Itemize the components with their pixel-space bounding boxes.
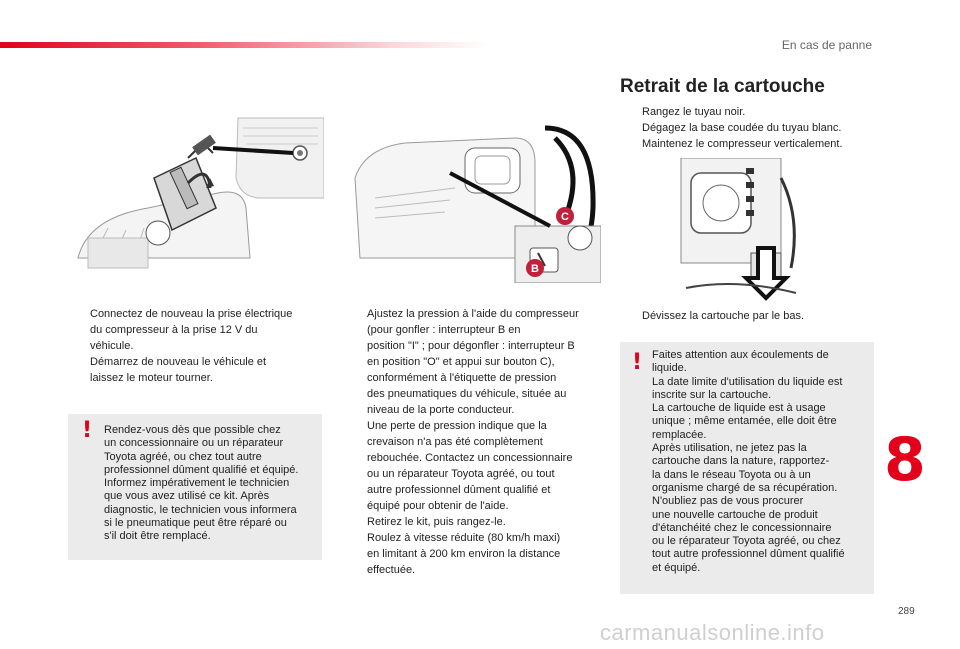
illustration-compressor-switches (345, 108, 601, 283)
list-item (345, 514, 610, 530)
list-item (68, 354, 328, 386)
step-text: Ajustez la pression à l'aide du compresseur (pour gonfler : interrupteur B en position "I" ; pour dégonfler : interrupteur B en position "O" et appui sur bouton C), conformément à l'étiquette de pression des pneumatiques du véhicule, située au niveau de la porte conducteur. Une perte de pression indique que la crevaison n'a pas été complètement rebouchée. Contactez un concessionnaire ou un réparateur Toyota agréé, ou tout autre professionnel dûment qualifié et équipé pour obtenir de l'aide. (367, 308, 579, 512)
left-warning-text: Rendez-vous dès que possible chez un concessionnaire ou un réparateur Toyota agréé, ou chez tout autre professionnel dûment qualifié et équipé. Informez impérativement le technicien que vous avez utilisé ce kit. Après diagnostic, le technicien vous informera si le pneumatique peut être réparé ou s'il doit être remplacé. (104, 424, 299, 543)
list-item (620, 120, 880, 136)
step-text: Démarrez de nouveau le véhicule et laissez le moteur tourner. (90, 356, 267, 384)
list-item (68, 306, 328, 354)
right-column-step-after-image (620, 308, 880, 324)
right-warning-box (620, 342, 874, 594)
left-warning-box (68, 414, 322, 560)
left-column-steps (68, 306, 328, 386)
list-item (345, 530, 610, 578)
step-text: Dégagez la base coudée du tuyau blanc. (642, 122, 842, 134)
warning-icon: ! (82, 418, 93, 443)
page-title: Retrait de la cartouche (620, 76, 825, 97)
callout-b-label: B (531, 263, 539, 275)
list-item (345, 306, 610, 514)
step-text: Maintenez le compresseur verticalement. (642, 138, 843, 150)
illustration-plug-socket (68, 108, 324, 283)
callout-c-label: C (561, 211, 569, 223)
page-number: 289 (898, 606, 915, 617)
top-accent-bar (0, 42, 490, 48)
step-text: Roulez à vitesse réduite (80 km/h maxi) en limitant à 200 km environ la distance effectuée. (367, 532, 561, 576)
step-text: Connectez de nouveau la prise électrique du compresseur à la prise 12 V du véhicule. (90, 308, 293, 352)
step-text: Retirez le kit, puis rangez-le. (367, 516, 506, 528)
middle-column-steps (345, 306, 610, 578)
watermark: carmanualsonline.info (600, 620, 825, 645)
list-item (620, 136, 880, 152)
right-column-steps (620, 104, 880, 152)
chapter-number: 8 (884, 425, 926, 495)
right-warning-text: Faites attention aux écoulements de liquide. La date limite d'utilisation du liquide est inscrite sur la cartouche. La cartouche de liquide est à usage unique ; même entamée, elle doit être remplacée. Après utilisation, ne jetez pas la cartouche dans la nature, rapportez- la dans le réseau Toyota ou à un organisme chargé de sa récupération. N'oubliez pas de vous procurer une nouvelle cartouche de produit d'étanchéité chez le concessionnaire ou le réparateur Toyota agréé, ou chez tout autre professionnel dûment qualifié et équipé. (652, 349, 845, 574)
warning-icon: ! (632, 350, 643, 375)
list-item (620, 308, 880, 324)
step-text: Rangez le tuyau noir. (642, 106, 746, 118)
step-text: Dévissez la cartouche par le bas. (642, 310, 805, 322)
section-header: En cas de panne (781, 38, 872, 52)
illustration-cartridge-removal (676, 158, 806, 303)
list-item (620, 104, 880, 120)
